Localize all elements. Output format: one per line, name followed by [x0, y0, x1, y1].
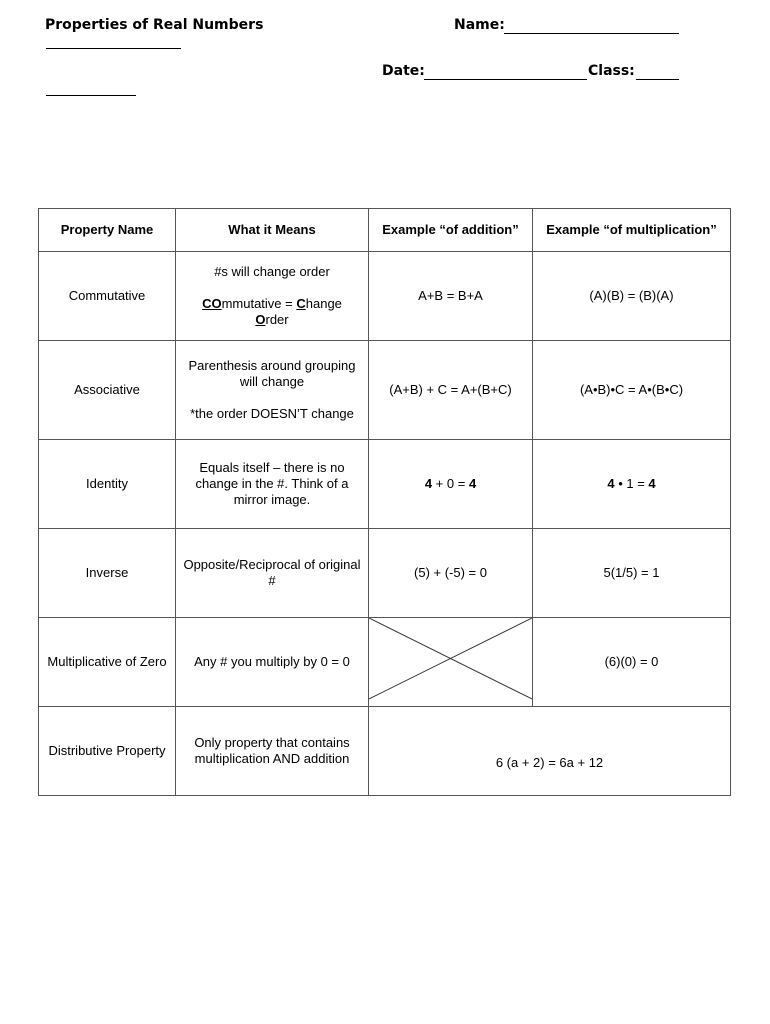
properties-table [38, 208, 731, 796]
mnemonic-text [181, 296, 363, 328]
property-name-cell: Commutative [39, 252, 176, 341]
multiplication-example-cell: (6)(0) = 0 [533, 618, 731, 707]
bold-number: 4 [424, 476, 433, 491]
table-row-identity [39, 440, 731, 529]
class-label: Class: [588, 63, 635, 79]
equation-part: • 1 = [614, 476, 649, 491]
table-header-row [39, 209, 731, 252]
table-row-inverse [39, 529, 731, 618]
column-header-example-addition: Example “of addition” [369, 209, 533, 252]
table-row-distributive [39, 707, 731, 796]
bold-number: 4 [648, 476, 656, 491]
meaning-cell: Opposite/Reciprocal of original # [176, 529, 369, 618]
mnemonic-part: mmutative = [221, 296, 297, 311]
meaning-note: *the order DOESN’T change [190, 406, 354, 421]
addition-example-cell: (5) + (-5) = 0 [369, 529, 533, 618]
property-name-cell: Distributive Property [39, 707, 176, 796]
class-blank-line-continued [46, 95, 136, 96]
table-row-multiplicative-of-zero [39, 618, 731, 707]
addition-example-cell: A+B = B+A [369, 252, 533, 341]
multiplication-example-cell: (A)(B) = (B)(A) [533, 252, 731, 341]
property-name-cell: Inverse [39, 529, 176, 618]
meaning-cell [176, 252, 369, 341]
multiplication-example-cell [533, 440, 731, 529]
name-label: Name: [454, 17, 505, 33]
multiplication-example-cell: 5(1/5) = 1 [533, 529, 731, 618]
name-blank-line[interactable] [504, 33, 679, 34]
mnemonic-o: O [255, 312, 266, 327]
distributive-example-cell: 6 (a + 2) = 6a + 12 [369, 707, 731, 796]
date-label: Date: [382, 63, 425, 79]
property-name-cell: Identity [39, 440, 176, 529]
property-name-cell: Associative [39, 341, 176, 440]
meaning-text: Parenthesis around grouping will change [188, 358, 356, 389]
equation-part: + 0 = [432, 476, 469, 491]
mnemonic-c: C [296, 296, 306, 311]
meaning-text: #s will change order [214, 264, 330, 279]
addition-example-cell [369, 440, 533, 529]
multiplication-example-cell: (A•B)•C = A•(B•C) [533, 341, 731, 440]
mnemonic-part: rder [265, 312, 289, 327]
property-name-cell: Multiplicative of Zero [39, 618, 176, 707]
meaning-cell: Equals itself – there is no change in the #. Think of a mirror image. [176, 440, 369, 529]
column-header-example-multiplication: Example “of multiplication” [533, 209, 731, 252]
mnemonic-co: CO [202, 296, 222, 311]
crossed-out-cell [369, 618, 533, 707]
date-blank-line[interactable] [424, 79, 587, 80]
page-title: Properties of Real Numbers [45, 17, 264, 33]
name-blank-line-continued [46, 48, 181, 49]
table-row-associative [39, 341, 731, 440]
bold-number: 4 [607, 476, 615, 491]
mnemonic-part: hange [305, 296, 342, 311]
column-header-property-name: Property Name [39, 209, 176, 252]
meaning-cell: Any # you multiply by 0 = 0 [176, 618, 369, 707]
column-header-what-it-means: What it Means [176, 209, 369, 252]
bold-number: 4 [468, 476, 477, 491]
meaning-cell [176, 341, 369, 440]
addition-example-cell: (A+B) + C = A+(B+C) [369, 341, 533, 440]
table-row-commutative [39, 252, 731, 341]
class-blank-line[interactable] [636, 79, 679, 80]
cross-out-mark [369, 618, 532, 706]
meaning-cell: Only property that contains multiplication AND addition [176, 707, 369, 796]
